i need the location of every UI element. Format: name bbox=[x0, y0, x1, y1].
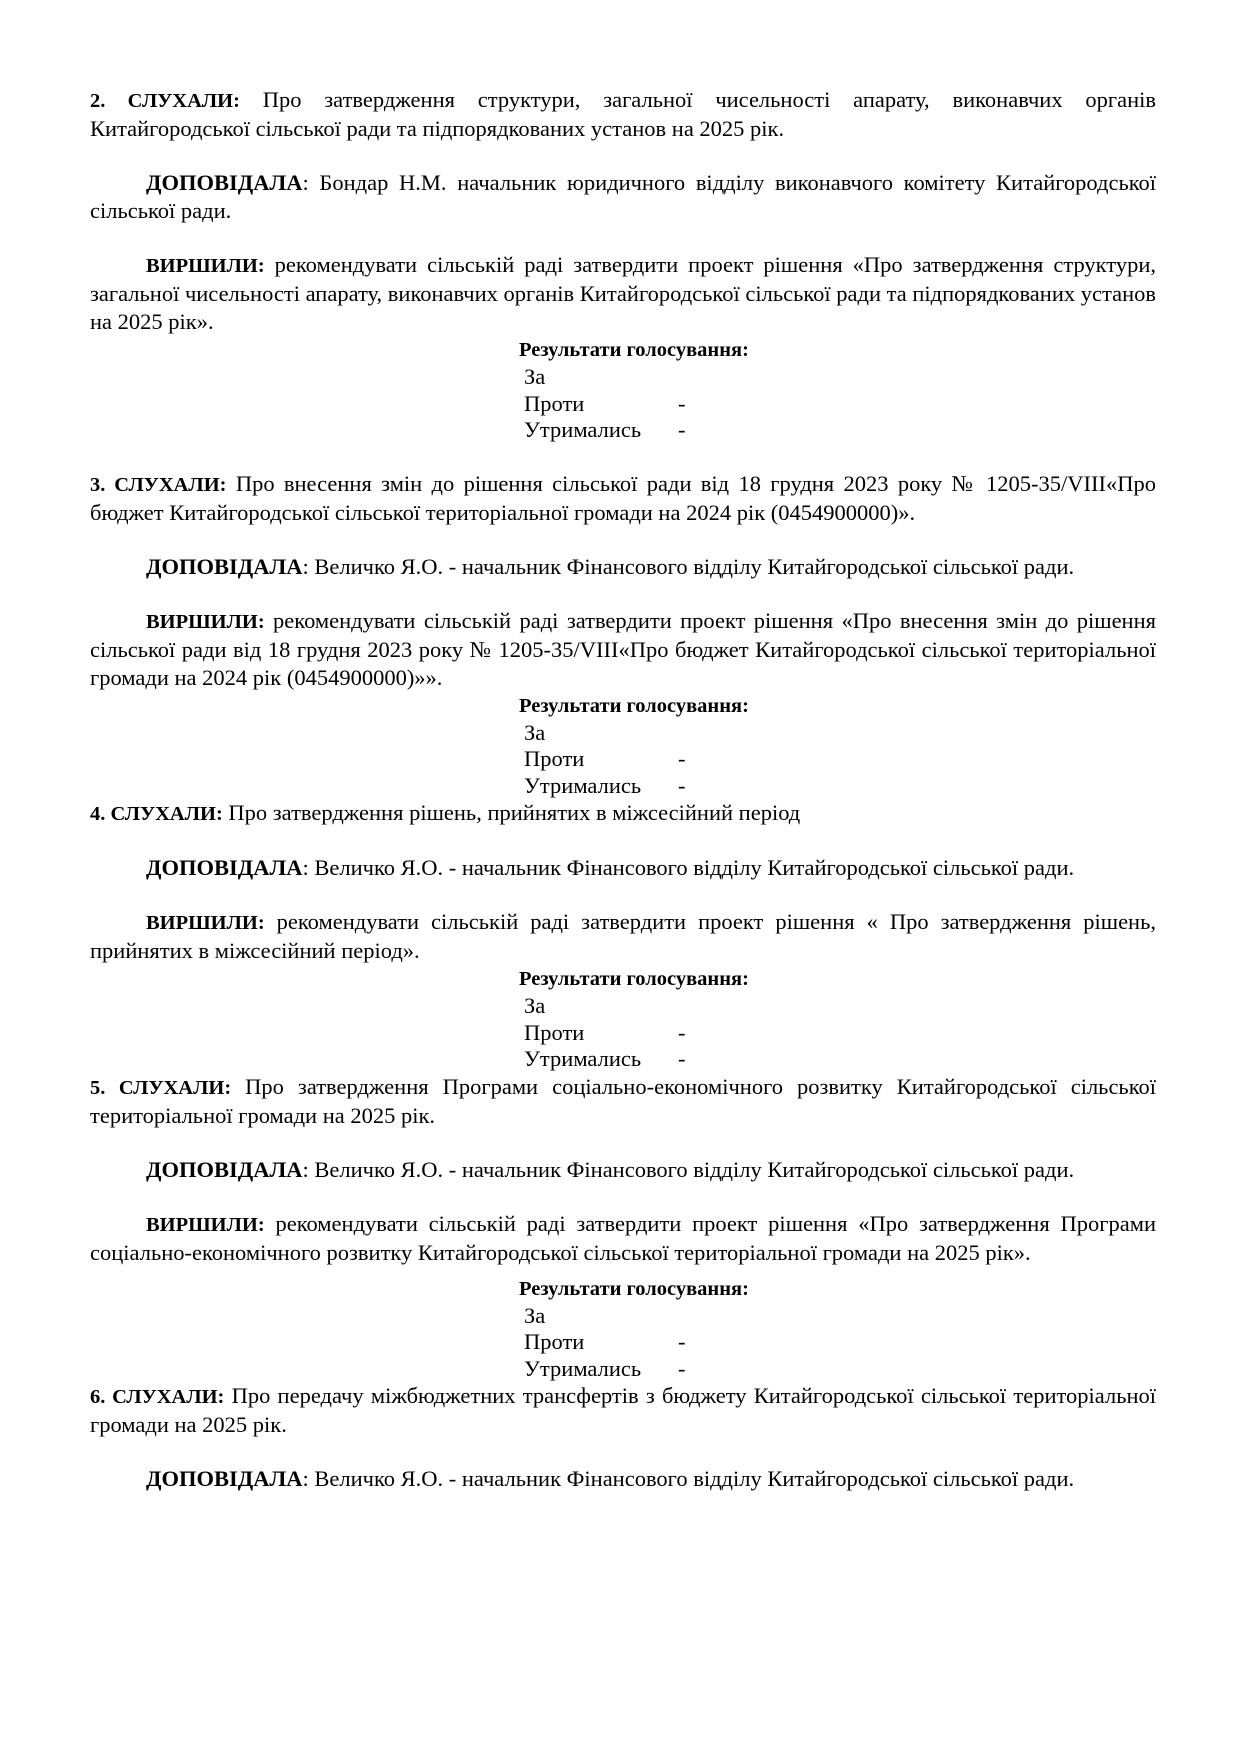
decided-text: рекомендувати сільській раді затвердити проект рішення « Про затвердження рішень, прийнятих в міжсесійний період». bbox=[90, 909, 1156, 963]
vote-abstain-label: Утримались bbox=[524, 1355, 642, 1381]
reporter-label: ДОПОВІДАЛА bbox=[146, 1466, 303, 1491]
vote-against-row bbox=[524, 1329, 1156, 1356]
heard-label: 5. СЛУХАЛИ: bbox=[90, 1076, 232, 1099]
heard-text: Про затвердження Програми соціально-економічного розвитку Китайгородської сільської територіальної громади на 2025 рік. bbox=[90, 1073, 1156, 1128]
reporter-label: ДОПОВІДАЛА bbox=[146, 1156, 303, 1182]
heard-text: Про затвердження структури, загальної чисельності апарату, виконавчих органів Китайгородської сільської ради та підпорядкованих установ на 2025 рік. bbox=[90, 87, 1156, 141]
decided-paragraph bbox=[90, 1210, 1156, 1267]
heard-label: 2. СЛУХАЛИ: bbox=[90, 90, 240, 112]
reporter-text: : Бондар Н.М. начальник юридичного відділу виконавчого комітету Китайгородської сільської ради. bbox=[90, 170, 1156, 223]
decided-label: ВИРШИЛИ: bbox=[146, 255, 265, 277]
vote-against-value: - bbox=[678, 1329, 686, 1354]
decided-label: ВИРШИЛИ: bbox=[146, 912, 265, 934]
decided-paragraph bbox=[90, 908, 1156, 965]
reporter-text: : Величко Я.О. - начальник Фінансового відділу Китайгородської сільської ради. bbox=[302, 1466, 1075, 1491]
vote-against-value: - bbox=[678, 746, 686, 771]
reporter-text: : Величко Я.О. - начальник Фінансового відділу Китайгородської сільської ради. bbox=[302, 855, 1075, 880]
heard-text: Про затвердження рішень, прийнятих в міжсесійний період bbox=[222, 800, 801, 825]
reporter-label: ДОПОВІДАЛА bbox=[146, 170, 303, 195]
reporter-paragraph bbox=[90, 1465, 1156, 1493]
reporter-paragraph bbox=[90, 854, 1156, 882]
voting-results bbox=[90, 336, 1156, 444]
document-page bbox=[90, 86, 1156, 1493]
decided-paragraph bbox=[90, 607, 1156, 692]
vote-abstain-value: - bbox=[678, 1355, 686, 1381]
vote-abstain-value: - bbox=[678, 1046, 686, 1071]
decided-text: рекомендувати сільській раді затвердити проект рішення «Про затвердження структури, загальної чисельності апарату, виконавчих органів Китайгородської сільської ради та підпорядкованих установ на 2025 рік». bbox=[90, 252, 1156, 334]
vote-against-value: - bbox=[678, 1019, 686, 1045]
voting-results bbox=[90, 1275, 1156, 1383]
vote-against-label: Проти bbox=[524, 390, 585, 416]
voting-results-title: Результати голосування: bbox=[519, 694, 749, 717]
reporter-paragraph bbox=[90, 1156, 1156, 1184]
reporter-text: : Величко Я.О. - начальник Фінансового відділу Китайгородської сільської ради. bbox=[302, 553, 1075, 579]
heard-paragraph bbox=[90, 799, 1156, 828]
vote-for-label: За bbox=[524, 719, 546, 745]
reporter-paragraph bbox=[90, 169, 1156, 225]
agenda-item-2 bbox=[90, 86, 1156, 444]
vote-for-row bbox=[524, 1303, 1156, 1330]
voting-results-title: Результати голосування: bbox=[519, 968, 749, 990]
reporter-paragraph bbox=[90, 553, 1156, 581]
agenda-item-6 bbox=[90, 1382, 1156, 1493]
vote-abstain-row bbox=[524, 1046, 1156, 1073]
decided-text: рекомендувати сільській раді затвердити проект рішення «Про затвердження Програми соціально-економічного розвитку Китайгородської сільської територіальної громади на 2025 рік». bbox=[90, 1210, 1156, 1265]
vote-against-label: Проти bbox=[524, 1329, 585, 1354]
heard-text: Про передачу міжбюджетних трансфертів з бюджету Китайгородської сільської територіальної громади на 2025 рік. bbox=[90, 1383, 1156, 1437]
vote-against-value: - bbox=[678, 390, 686, 416]
heard-paragraph bbox=[90, 86, 1156, 143]
vote-for-row bbox=[524, 993, 1156, 1020]
vote-abstain-value: - bbox=[678, 772, 686, 798]
agenda-item-5 bbox=[90, 1073, 1156, 1383]
reporter-label: ДОПОВІДАЛА bbox=[146, 855, 303, 880]
vote-against-row bbox=[524, 1020, 1156, 1047]
vote-abstain-value: - bbox=[678, 417, 686, 442]
vote-for-label: За bbox=[524, 364, 546, 389]
vote-against-row bbox=[524, 746, 1156, 773]
heard-text: Про внесення змін до рішення сільської ради від 18 грудня 2023 року № 1205-35/VIII«Про бюджет Китайгородської сільської територіальної громади на 2024 рік (0454900000)». bbox=[90, 470, 1156, 525]
heard-paragraph bbox=[90, 1073, 1156, 1130]
decided-text: рекомендувати сільській раді затвердити проект рішення «Про внесення змін до рішення сільської ради від 18 грудня 2023 року № 1205-35/VIII«Про бюджет Китайгородської сільської територіальної громади на 2024 рік (0454900000)»». bbox=[90, 607, 1156, 690]
vote-abstain-row bbox=[524, 773, 1156, 800]
voting-results bbox=[90, 692, 1156, 800]
voting-results bbox=[90, 965, 1156, 1073]
vote-against-label: Проти bbox=[524, 746, 585, 771]
reporter-text: : Величко Я.О. - начальник Фінансового відділу Китайгородської сільської ради. bbox=[302, 1156, 1075, 1182]
vote-for-row bbox=[524, 364, 1156, 391]
vote-abstain-row bbox=[524, 1356, 1156, 1383]
vote-for-label: За bbox=[524, 993, 546, 1018]
vote-for-label: За bbox=[524, 1302, 546, 1328]
vote-abstain-row bbox=[524, 417, 1156, 444]
heard-paragraph bbox=[90, 1382, 1156, 1439]
heard-label: 6. СЛУХАЛИ: bbox=[90, 1386, 225, 1408]
decided-label: ВИРШИЛИ: bbox=[146, 610, 265, 633]
vote-for-row bbox=[524, 720, 1156, 747]
vote-against-row bbox=[524, 391, 1156, 418]
voting-results-title: Результати голосування: bbox=[519, 1277, 749, 1300]
vote-abstain-label: Утримались bbox=[524, 1046, 642, 1071]
heard-paragraph bbox=[90, 470, 1156, 527]
voting-results-title: Результати голосування: bbox=[519, 339, 749, 361]
heard-label: 3. СЛУХАЛИ: bbox=[90, 473, 227, 496]
agenda-item-3 bbox=[90, 470, 1156, 800]
reporter-label: ДОПОВІДАЛА bbox=[146, 553, 303, 579]
decided-label: ВИРШИЛИ: bbox=[146, 1213, 265, 1236]
vote-abstain-label: Утримались bbox=[524, 417, 642, 442]
vote-against-label: Проти bbox=[524, 1019, 585, 1045]
vote-abstain-label: Утримались bbox=[524, 772, 642, 798]
agenda-item-4 bbox=[90, 799, 1156, 1073]
heard-label: 4. СЛУХАЛИ: bbox=[90, 803, 223, 825]
decided-paragraph bbox=[90, 251, 1156, 336]
